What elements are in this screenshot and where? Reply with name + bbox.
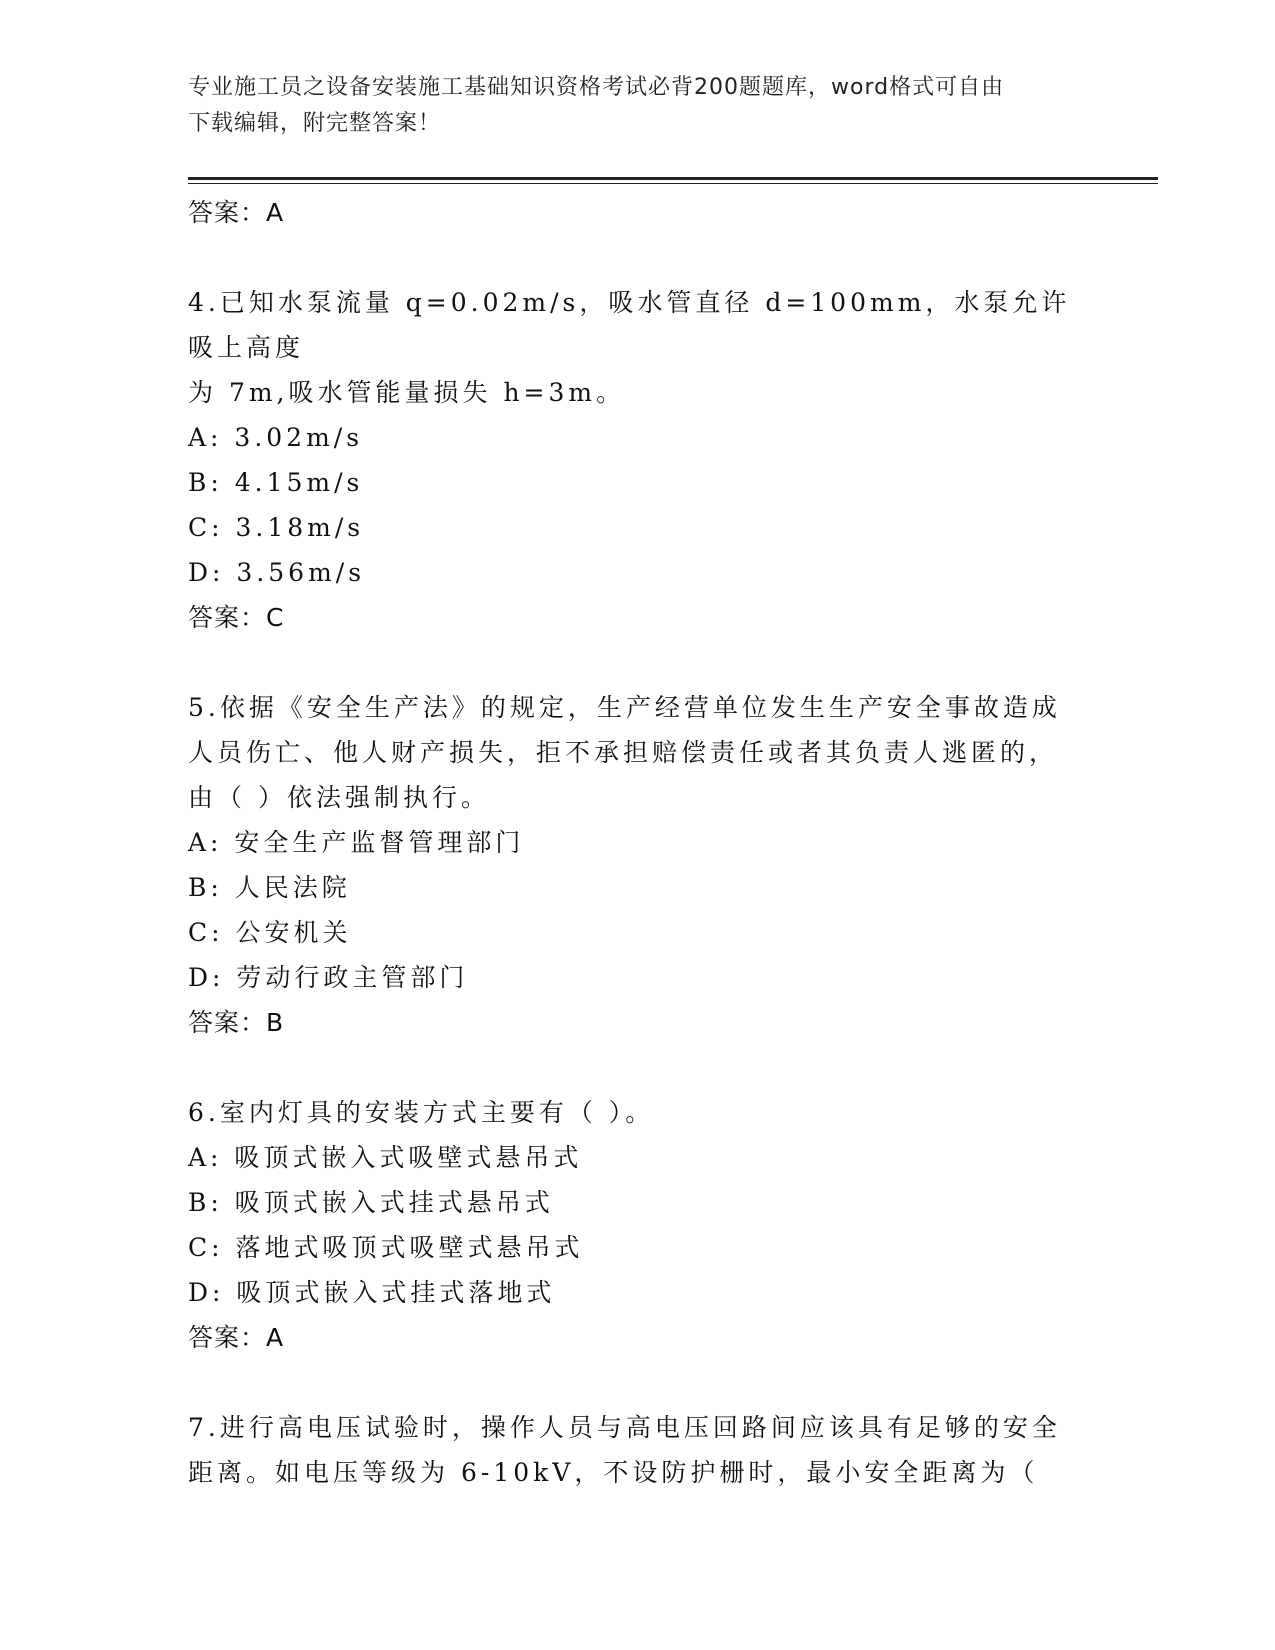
answer-line: 答案：A	[188, 1323, 285, 1352]
question-block	[188, 1405, 1088, 1495]
question-text: 由（ ）依法强制执行。	[188, 783, 490, 812]
spacer	[188, 1361, 1088, 1405]
option-a: A: 安全生产监督管理部门	[188, 828, 525, 857]
option-c: C: 公安机关	[188, 918, 352, 947]
question-text: 距离。如电压等级为 6-10kV，不设防护栅时，最小安全距离为（	[188, 1458, 1039, 1487]
header-line: 下载编辑，附完整答案！	[188, 111, 442, 136]
page-header	[188, 70, 1088, 142]
header-divider-thin	[188, 183, 1158, 184]
question-text: 7.进行高电压试验时，操作人员与高电压回路间应该具有足够的安全	[188, 1413, 1061, 1442]
option-d: D: 吸顶式嵌入式挂式落地式	[188, 1278, 556, 1307]
question-text: 人员伤亡、他人财产损失，拒不承担赔偿责任或者其负责人逃匿的，	[188, 738, 1059, 767]
question-block	[188, 1090, 1088, 1361]
option-a: A: 3.02m/s	[188, 423, 364, 452]
spacer	[188, 641, 1088, 685]
document-body	[188, 190, 1088, 1495]
question-block	[188, 685, 1088, 1046]
question-text: 为 7m,吸水管能量损失 h=3m。	[188, 378, 626, 407]
answer-line: 答案：B	[188, 1008, 285, 1037]
option-d: D: 3.56m/s	[188, 558, 366, 587]
question-text: 4.已知水泵流量 q=0.02m/s，吸水管直径 d=100mm，水泵允许吸上高度	[188, 288, 1071, 362]
option-a: A: 吸顶式嵌入式吸壁式悬吊式	[188, 1143, 583, 1172]
option-b: B: 人民法院	[188, 873, 351, 902]
header-line: 专业施工员之设备安装施工基础知识资格考试必背200题题库，word格式可自由	[188, 75, 1005, 100]
answer-line: 答案：A	[188, 198, 285, 227]
option-b: B: 吸顶式嵌入式挂式悬吊式	[188, 1188, 554, 1217]
option-b: B: 4.15m/s	[188, 468, 364, 497]
spacer	[188, 1046, 1088, 1090]
option-c: C: 落地式吸顶式吸壁式悬吊式	[188, 1233, 584, 1262]
question-block	[188, 280, 1088, 641]
spacer	[188, 236, 1088, 280]
header-divider	[188, 177, 1158, 180]
question-text: 5.依据《安全生产法》的规定，生产经营单位发生生产安全事故造成	[188, 693, 1061, 722]
answer-line: 答案：C	[188, 603, 285, 632]
question-text: 6.室内灯具的安装方式主要有（ ）。	[188, 1098, 655, 1127]
option-d: D: 劳动行政主管部门	[188, 963, 469, 992]
option-c: C: 3.18m/s	[188, 513, 365, 542]
